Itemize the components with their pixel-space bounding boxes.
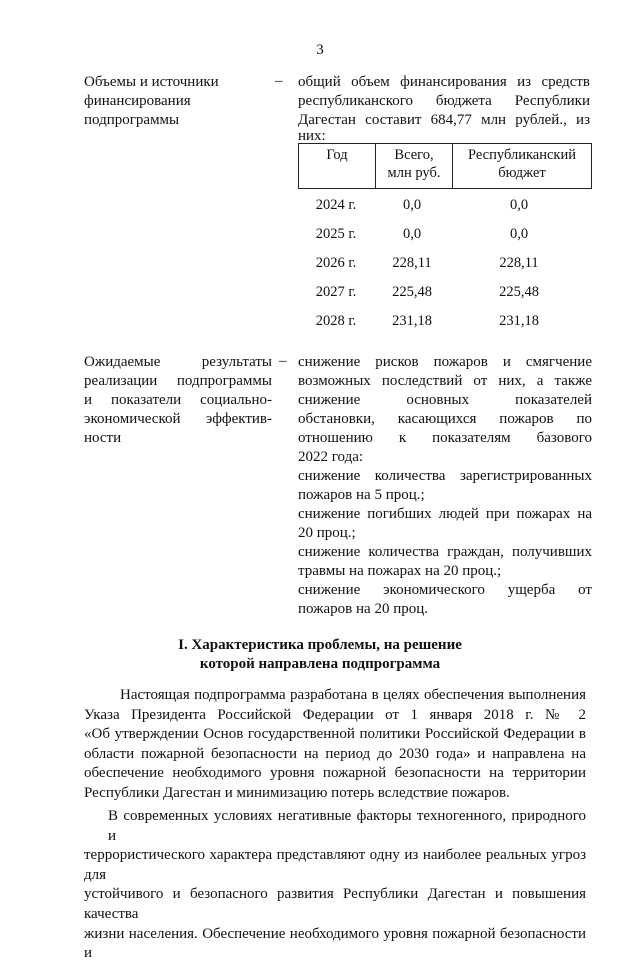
funding-text (298, 73, 590, 142)
paragraph-line: «Об утверждении Основ государственной политики Российской Федерации в (84, 726, 586, 743)
funding-table (298, 143, 592, 189)
results-label-line: и показатели социально- (84, 392, 272, 408)
row-year: 2026 г. (315, 255, 357, 271)
funding-table-header (299, 144, 592, 189)
results-text-line: обстановки, касающихся пожаров по (298, 411, 592, 427)
paragraph-line: жизни населения. Обеспечение необходимого уровня пожарной безопасности и (84, 925, 586, 962)
paragraph-line: В современных условиях негативные факторы техногенного, природного и (108, 808, 586, 844)
section-heading-line: которой направлена подпрограмма (199, 656, 441, 672)
results-text-line: снижение количества граждан, получивших (298, 544, 592, 560)
results-text-line: 20 проц.; (298, 525, 356, 541)
row-total: 225,48 (392, 284, 432, 300)
row-republic: 228,11 (499, 255, 539, 271)
header-total: Всего, млн руб. (376, 144, 453, 189)
row-total: 228,11 (392, 255, 432, 271)
results-label (84, 353, 272, 448)
row-total: 0,0 (402, 226, 422, 242)
header-year: Год (299, 144, 376, 189)
section-heading (0, 636, 640, 674)
results-text-line: снижение основных показателей (298, 392, 592, 408)
funding-text-line: республиканского бюджета Республики (298, 93, 590, 109)
row-year: 2024 г. (315, 197, 357, 213)
paragraph-line: области пожарной безопасности на период до 2030 года» и направлена на (84, 745, 586, 762)
paragraph-line: устойчивого и безопасного развития Республики Дагестан и повышения качества (84, 886, 586, 922)
results-text-line: пожаров на 20 проц. (298, 601, 428, 617)
results-label-line: Ожидаемые результаты (84, 354, 272, 370)
row-republic: 0,0 (509, 226, 529, 242)
row-republic: 0,0 (509, 197, 529, 213)
results-text-line: снижение экономического ущерба от (298, 582, 592, 598)
results-dash: – (279, 353, 287, 369)
funding-label-line: Объемы и источники (84, 74, 219, 90)
funding-label (84, 73, 219, 130)
funding-label-line: подпрограммы (84, 112, 180, 128)
paragraph-line: обеспечение необходимого уровня пожарной безопасности на территории (84, 765, 586, 782)
funding-label-line: финансирования (84, 93, 191, 109)
results-text-line: снижение рисков пожаров и смягчение (298, 354, 592, 370)
results-text-line: возможных последствий от них, а также (298, 373, 592, 389)
paragraph-2 (84, 807, 586, 964)
results-label-line: ности (84, 430, 122, 446)
paragraph-line: Указа Президента Российской Федерации от 1 января 2018 г. № 2 (84, 706, 586, 723)
row-republic: 231,18 (499, 313, 539, 329)
funding-dash: – (275, 73, 283, 89)
header-republic: Республиканский бюджет (453, 144, 592, 189)
results-text-line: пожаров на 5 проц.; (298, 487, 425, 503)
results-label-line: экономической эффектив- (84, 411, 272, 427)
funding-text-line: общий объем финансирования из средств (298, 74, 590, 90)
paragraph-1 (84, 686, 586, 804)
section-heading-line: I. Характеристика проблемы, на решение (178, 637, 462, 653)
funding-text-line: Дагестан составит 684,77 млн рублей., из (298, 112, 590, 128)
results-text-line: отношению к показателям базового (298, 430, 592, 446)
row-total: 0,0 (402, 197, 422, 213)
row-total: 231,18 (392, 313, 432, 329)
row-year: 2025 г. (315, 226, 357, 242)
results-text-line: снижение погибших людей при пожарах на (298, 506, 592, 522)
results-text (298, 353, 592, 619)
row-republic: 225,48 (499, 284, 539, 300)
paragraph-line: Республики Дагестан и минимизацию потерь вследствие пожаров. (84, 784, 510, 801)
results-label-line: реализации подпрограммы (84, 373, 272, 389)
paragraph-line: террористического характера представляют одну из наиболее реальных угроз для (84, 847, 586, 883)
results-text-line: травмы на пожарах на 20 проц.; (298, 563, 502, 579)
results-text-line: 2022 года: (298, 449, 364, 465)
page-number: 3 (316, 42, 324, 58)
funding-text-line: них: (298, 128, 326, 144)
row-year: 2028 г. (315, 313, 357, 329)
row-year: 2027 г. (315, 284, 357, 300)
paragraph-line: Настоящая подпрограмма разработана в целях обеспечения выполнения (120, 687, 586, 703)
results-text-line: снижение количества зарегистрированных (298, 468, 592, 484)
